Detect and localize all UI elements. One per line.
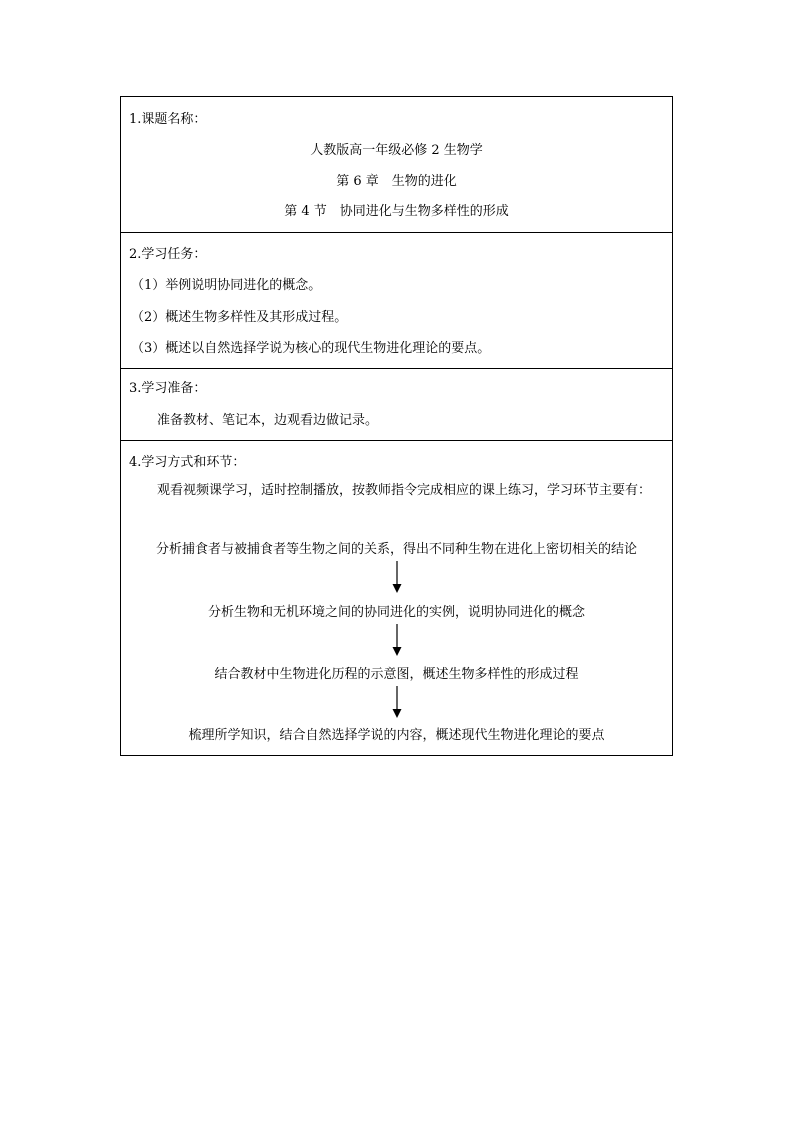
down-arrow-icon [391, 561, 403, 593]
down-arrow-icon [391, 686, 403, 718]
section-title: 第 4 节 协同进化与生物多样性的形成 [284, 204, 509, 219]
learning-tasks-cell [121, 233, 672, 369]
task-item: （3）概述以自然选择学说为核心的现代生物进化理论的要点。 [131, 341, 491, 356]
learning-method-cell [121, 441, 672, 755]
task-item: （1）举例说明协同进化的概念。 [131, 278, 322, 293]
flow-step-1: 分析捕食者与被捕食者等生物之间的关系，得出不同种生物在进化上密切相关的结论 [155, 542, 637, 557]
down-arrow-icon [391, 624, 403, 656]
learning-preparation-cell [121, 369, 672, 441]
task-item: （2）概述生物多样性及其形成过程。 [131, 310, 348, 325]
flow-step-3: 结合教材中生物进化历程的示意图，概述生物多样性的形成过程 [214, 667, 579, 682]
preparation-text: 准备教材、笔记本，边观看边做记录。 [157, 413, 379, 428]
course-name-heading: 1.课题名称： [129, 112, 207, 127]
chapter-title: 第 6 章 生物的进化 [336, 174, 457, 189]
learning-method-heading: 4.学习方式和环节： [129, 455, 246, 470]
flow-step-2: 分析生物和无机环境之间的协同进化的实例，说明协同进化的概念 [207, 605, 585, 620]
textbook-title: 人教版高一年级必修 2 生物学 [310, 143, 483, 158]
learning-tasks-heading: 2.学习任务： [129, 247, 207, 262]
method-intro: 观看视频课学习，适时控制播放，按教师指令完成相应的课上练习，学习环节主要有： [157, 483, 652, 498]
course-name-cell [121, 97, 672, 233]
learning-preparation-heading: 3.学习准备： [129, 381, 207, 396]
flow-step-4: 梳理所学知识，结合自然选择学说的内容，概述现代生物进化理论的要点 [188, 728, 605, 743]
lesson-table [120, 96, 673, 756]
